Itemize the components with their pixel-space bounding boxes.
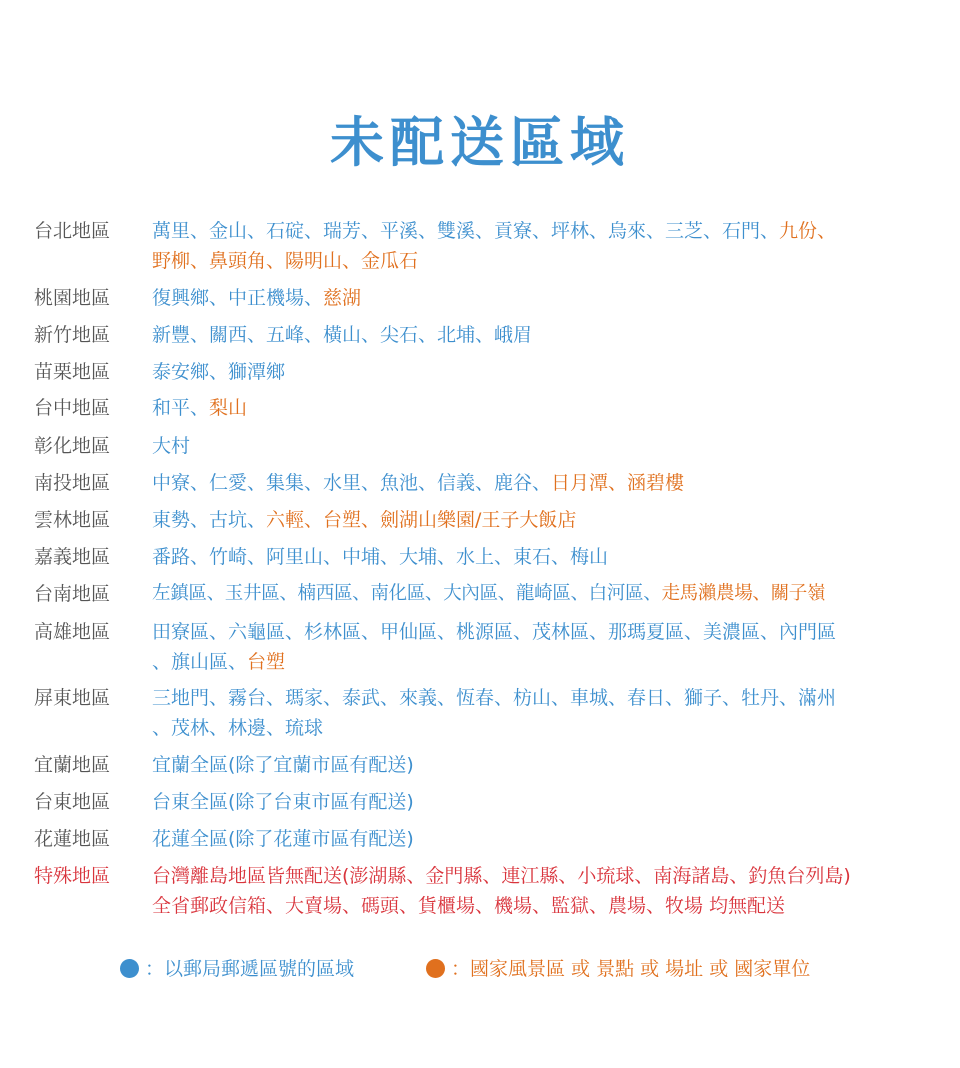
legend-item-scenic [426, 954, 810, 984]
orange-dot-icon [426, 959, 445, 978]
area-list: 花蓮全區(除了花蓮市區有配送) [152, 828, 414, 850]
area-list: 番路、竹崎、阿里山、中埔、大埔、水上、東石、梅山 [152, 546, 609, 568]
region-label: 宜蘭地區 [34, 754, 111, 776]
region-areas [152, 824, 942, 854]
special-line-facilities: 全省郵政信箱、大賣場、碼頭、貨櫃場、機場、監獄、農場、牧場 均無配送 [152, 895, 786, 917]
area-list: 和平、 [152, 397, 210, 419]
legend [0, 954, 960, 984]
area-list: 大村 [152, 435, 191, 457]
region-label: 嘉義地區 [34, 546, 111, 568]
special-region-label: 特殊地區 [34, 865, 111, 887]
region-areas [152, 320, 942, 350]
area-list: 、旗山區、 [152, 651, 248, 673]
region-areas [152, 750, 942, 780]
area-list: 三地門、霧台、瑪家、泰武、來義、恆春、枋山、車城、春日、獅子、牡丹、滿州 [152, 687, 837, 709]
region-areas [152, 542, 942, 572]
region-areas [152, 216, 942, 276]
region-areas [152, 431, 942, 461]
scenic-area-list: 九份、 [779, 220, 837, 242]
region-areas [152, 683, 942, 743]
region-areas [152, 617, 942, 677]
region-areas [152, 357, 942, 387]
scenic-area-list: 台塑 [247, 651, 286, 673]
region-areas [152, 505, 942, 535]
scenic-area-list: 六輕、台塑、劍湖山樂園/王子大飯店 [266, 509, 577, 531]
region-label: 南投地區 [34, 472, 111, 494]
area-list: 泰安鄉、獅潭鄉 [152, 361, 286, 383]
region-areas [152, 579, 942, 609]
region-label: 屏東地區 [34, 687, 111, 709]
scenic-area-list: 梨山 [209, 397, 248, 419]
region-areas [152, 787, 942, 817]
page-title: 未配送區域 [330, 111, 630, 174]
region-label: 台中地區 [34, 397, 111, 419]
area-list: 宜蘭全區(除了宜蘭市區有配送) [152, 754, 414, 776]
special-line-islands: 台灣離島地區皆無配送(澎湖縣、金門縣、連江縣、小琉球、南海諸島、釣魚台列島) [152, 865, 851, 887]
region-label: 雲林地區 [34, 509, 111, 531]
area-list: 東勢、古坑、 [152, 509, 267, 531]
region-label: 高雄地區 [34, 621, 111, 643]
area-list: 台東全區(除了台東市區有配送) [152, 791, 414, 813]
blue-dot-icon [120, 959, 139, 978]
legend-label: ：以郵局郵遞區號的區域 [145, 958, 355, 980]
scenic-area-list: 慈湖 [323, 287, 362, 309]
area-list: 中寮、仁愛、集集、水里、魚池、信義、鹿谷、 [152, 472, 552, 494]
region-label: 彰化地區 [34, 435, 111, 457]
region-label: 台東地區 [34, 791, 111, 813]
region-areas [152, 283, 942, 313]
scenic-area-list: 日月潭、涵碧樓 [551, 472, 685, 494]
region-label: 台北地區 [34, 220, 111, 242]
region-label: 新竹地區 [34, 324, 111, 346]
area-list: 、茂林、林邊、琉球 [152, 717, 324, 739]
region-areas [152, 468, 942, 498]
legend-label: ：國家風景區 或 景點 或 場址 或 國家單位 [451, 958, 811, 980]
area-list: 萬里、金山、石碇、瑞芳、平溪、雙溪、貢寮、坪林、烏來、三芝、石門、 [152, 220, 780, 242]
scenic-area-list: 野柳、鼻頭角、陽明山、金瓜石 [152, 250, 419, 272]
region-areas [152, 393, 942, 423]
legend-item-postal [120, 954, 354, 984]
area-list: 復興鄉、中正機場、 [152, 287, 324, 309]
region-label: 花蓮地區 [34, 828, 111, 850]
area-list: 田寮區、六龜區、杉林區、甲仙區、桃源區、茂林區、那瑪夏區、美濃區、內門區 [152, 621, 837, 643]
special-region-areas [152, 861, 942, 921]
region-label: 桃園地區 [34, 287, 111, 309]
region-label: 苗栗地區 [34, 361, 111, 383]
area-list: 左鎮區、玉井區、楠西區、南化區、大內區、龍崎區、白河區、 [152, 583, 662, 604]
scenic-area-list: 走馬瀨農場、關子嶺 [661, 583, 826, 604]
region-label: 台南地區 [34, 583, 111, 605]
area-list: 新豐、關西、五峰、橫山、尖石、北埔、峨眉 [152, 324, 533, 346]
